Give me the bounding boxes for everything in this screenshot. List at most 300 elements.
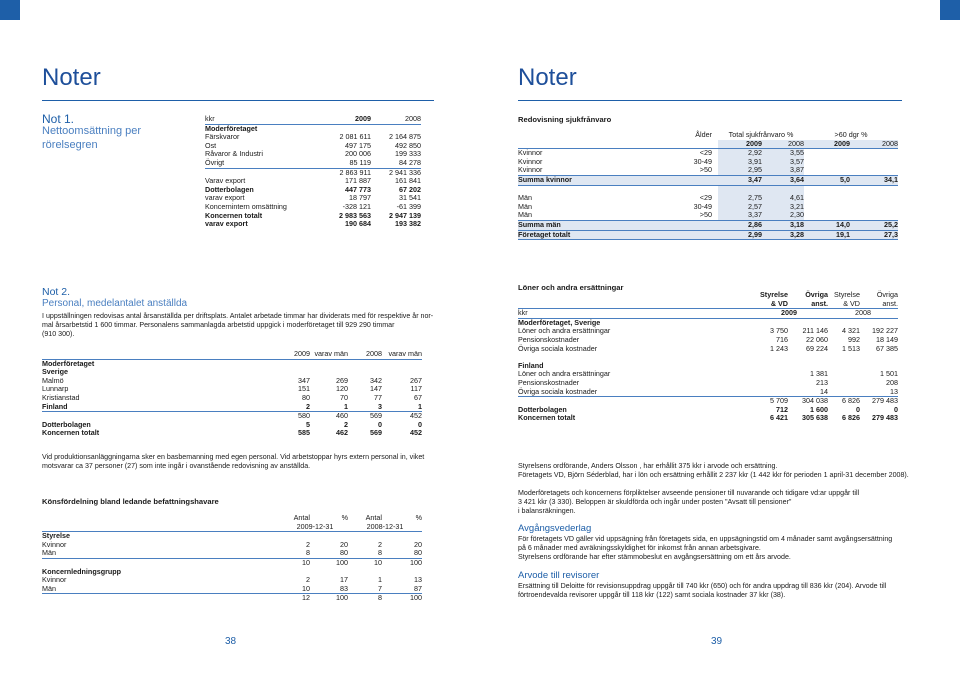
- note1-col-2008: 2008: [371, 115, 421, 124]
- row-label: Dotterbolagen: [42, 419, 91, 429]
- value-2: [828, 353, 860, 362]
- row-label: Övrigt: [205, 157, 225, 167]
- value-2: [348, 532, 382, 541]
- value-2: 342: [370, 375, 382, 385]
- value-1: 22 060: [806, 334, 828, 344]
- value-2: [804, 194, 850, 203]
- row-label: Moderföretaget: [42, 358, 95, 368]
- value-0: 5 709: [750, 397, 788, 406]
- wages-h2-vd-2: & VD: [843, 298, 860, 308]
- value-1: 3,87: [762, 166, 804, 175]
- value-2008: 31 541: [399, 193, 421, 203]
- note2-table: [42, 350, 422, 438]
- value-1: 211 146: [802, 326, 828, 336]
- auditors-1: Ersättning till Deloitte för revisionsuppdrag uppgår till 740 kkr (650) och för andra uppdrag till 836 kkr (204). Arvode till: [518, 582, 887, 590]
- value-2008: 199 333: [395, 149, 421, 159]
- value-2: 19,1: [804, 230, 850, 240]
- row-label: Summa män: [518, 220, 678, 230]
- value-3: [850, 158, 898, 167]
- value-3: [850, 149, 898, 158]
- value-1: 213: [816, 377, 828, 387]
- row-label: Råvaror & Industri: [205, 149, 263, 159]
- value-0: 585: [298, 428, 310, 438]
- value-1: 3,21: [762, 203, 804, 212]
- row-label: Övriga sociala kostnader: [518, 343, 598, 353]
- row-label: Koncernledningsgrupp: [42, 566, 122, 576]
- value-0: 712: [776, 404, 788, 414]
- table-row: [205, 133, 421, 142]
- table-row: [518, 345, 898, 354]
- sick-year-3: 2009: [804, 140, 850, 149]
- value-1: 460: [310, 412, 348, 421]
- value-0: 2,99: [718, 230, 762, 240]
- row-label: Löner och andra ersättningar: [518, 369, 611, 379]
- row-label: Övriga sociala kostnader: [518, 386, 598, 396]
- value-2009: 2 863 911: [315, 168, 371, 177]
- value-2: [804, 203, 850, 212]
- value-2: 147: [370, 384, 382, 394]
- value-0: 2,86: [718, 220, 762, 230]
- value-0: 151: [298, 384, 310, 394]
- note1-sub-line2: rörelsegren: [42, 139, 98, 151]
- value-3: 267: [410, 375, 422, 385]
- value-1: 2: [344, 419, 348, 429]
- value-2: 1 513: [842, 343, 860, 353]
- value-0: 12: [282, 594, 310, 603]
- value-3: 192 227: [872, 326, 898, 336]
- value-2: 14,0: [804, 220, 850, 230]
- row-label: [518, 185, 678, 194]
- value-2: 77: [374, 392, 382, 402]
- note1-table: [205, 115, 421, 229]
- wages-h-ovriga-2: Övriga: [876, 290, 898, 299]
- row-label: Löner och andra ersättningar: [518, 326, 611, 336]
- wages-table: [518, 291, 898, 423]
- value-1: 3,57: [762, 158, 804, 167]
- table-row: [42, 429, 422, 438]
- value-1: 120: [336, 384, 348, 394]
- value-3: 67: [414, 392, 422, 402]
- wages-year-2008: 2008: [828, 309, 898, 319]
- value-0: 80: [302, 392, 310, 402]
- table-row: [42, 403, 422, 412]
- left-page-number: 38: [225, 636, 237, 647]
- sick-year-4: 2008: [850, 140, 898, 149]
- row-label: Lunnarp: [42, 384, 69, 394]
- row-label: Män: [42, 583, 56, 593]
- value-0: 1 243: [770, 343, 788, 353]
- note2-col-2008: 2008: [348, 350, 382, 359]
- value-1: 100: [310, 558, 348, 567]
- note2-col-man08: varav män: [382, 350, 422, 359]
- row-label: Kvinnor: [42, 575, 67, 585]
- table-row: [42, 541, 422, 550]
- left-page-title: Noter: [42, 64, 101, 91]
- note2-col-man09: varav män: [310, 350, 348, 359]
- table-row: [42, 368, 422, 377]
- text-chairman: Styrelsens ordförande, Anders Olsson , har erhållit 375 kkr i arvode och ersättning.: [518, 462, 778, 470]
- text-ceo: Företagets VD, Björn Séderblad, har i lön och ersättning erhållit 2 237 kkr (1 442 kkr för perioden 1 april-31 december 2008).: [518, 471, 909, 479]
- row-label: Dotterbolagen: [205, 184, 254, 194]
- value-0: 2,92: [718, 149, 762, 158]
- sick-table: [518, 131, 898, 240]
- row-label: Ost: [205, 140, 217, 150]
- note1-head: Not 1.: [42, 112, 75, 126]
- value-2008: 2 164 875: [389, 132, 421, 142]
- auditors-2: förtroendevalda revisorer uppgår till 118 kkr (122) samt sociala kostnader 37 kkr (38).: [518, 591, 786, 599]
- row-label: Pensionskostnader: [518, 377, 580, 387]
- table-row: [205, 220, 421, 229]
- wages-h2-anst-2: anst.: [882, 298, 898, 308]
- row-label: Styrelse: [42, 531, 70, 541]
- value-2009: 497 175: [345, 140, 371, 150]
- value-2009: 447 773: [345, 184, 371, 194]
- row-label: Färskvaror: [205, 132, 240, 142]
- value-0: [750, 370, 788, 379]
- note2-para-2: mal årsarbetstid 1 600 timmar. Personalens sammanlagda arbetstid uppgick i moderföretaget till 929 290 timmar: [42, 321, 395, 329]
- value-2: 0: [378, 419, 382, 429]
- age-group: >50: [699, 210, 712, 220]
- value-0: 2,57: [718, 203, 762, 212]
- value-0: 347: [298, 375, 310, 385]
- table-row: [42, 532, 422, 541]
- note1-col-2009: 2009: [315, 115, 371, 124]
- note1-sub-line1: Nettoomsättning per: [42, 125, 142, 137]
- wages-year-2009: 2009: [750, 309, 828, 319]
- table-row: [42, 594, 422, 603]
- value-3: 279 483: [872, 413, 898, 423]
- table-row: [205, 150, 421, 159]
- value-1: 83: [340, 583, 348, 593]
- table-row: [518, 230, 898, 240]
- value-1: 305 638: [802, 413, 828, 423]
- right-page-number: 39: [711, 636, 723, 647]
- value-1: 14: [820, 386, 828, 396]
- value-2009: 85 119: [349, 157, 371, 167]
- value-0: 2: [306, 539, 310, 549]
- value-2008: 84 278: [399, 157, 421, 167]
- value-2009: 2 983 563: [339, 210, 371, 220]
- value-3: 87: [414, 583, 422, 593]
- value-2: [828, 379, 860, 388]
- table-row: [42, 421, 422, 430]
- value-2: [828, 362, 860, 371]
- age-group: [678, 175, 718, 185]
- sick-col-age: Ålder: [695, 130, 712, 139]
- value-3: 117: [410, 384, 422, 394]
- value-2: [804, 185, 850, 194]
- gender-title: Könsfördelning bland ledande befattningshavare: [42, 497, 219, 506]
- value-3: 0: [894, 404, 898, 414]
- severance-1: För företagets VD gäller vid uppsägning från företagets sida, en uppsägningstid om 4 månader samt avgångsersättning: [518, 535, 893, 543]
- value-1: 4,61: [762, 194, 804, 203]
- sick-col-60: >60 dgr %: [834, 130, 868, 139]
- age-group: <29: [699, 148, 712, 158]
- sick-title: Redovisning sjukfrånvaro: [518, 115, 612, 124]
- value-3: 1 501: [880, 369, 898, 379]
- row-label: Moderföretaget: [205, 123, 258, 133]
- row-label: Koncernen totalt: [205, 210, 263, 220]
- severance-2: på 6 månader med avräkningsskyldighet för inkomst från annan arbetsgivare.: [518, 544, 761, 552]
- table-row: [518, 175, 898, 185]
- value-1: 462: [336, 428, 348, 438]
- value-2: 569: [370, 428, 382, 438]
- left-title-rule: [42, 100, 434, 101]
- age-group: [678, 185, 718, 194]
- value-3: 1: [418, 401, 422, 411]
- age-group: >50: [699, 165, 712, 175]
- value-0: [282, 359, 310, 368]
- row-label: Sverige: [42, 367, 68, 377]
- value-0: 8: [306, 548, 310, 558]
- value-2009: 200 006: [345, 149, 371, 159]
- row-label: Finland: [518, 360, 544, 370]
- note2-para-3: (910 300).: [42, 330, 75, 338]
- note2-after-2: motsvarar ca 37 personer (27) som inte ingår i ovanstående redovisning av anställda.: [42, 462, 311, 470]
- age-group: [678, 220, 718, 230]
- auditors-title: Arvode till revisorer: [518, 570, 600, 581]
- value-1: 100: [310, 594, 348, 603]
- value-2: 992: [848, 334, 860, 344]
- value-2009: 2 081 611: [339, 132, 371, 142]
- wages-h-ovriga-1: Övriga: [805, 290, 828, 299]
- value-3: 27,3: [850, 230, 898, 240]
- wages-h2-anst-1: anst.: [811, 298, 828, 308]
- value-2008: 2 947 139: [389, 210, 421, 220]
- value-2008: -61 399: [396, 201, 421, 211]
- value-3: 25,2: [850, 220, 898, 230]
- note2-after-1: Vid produktionsanläggningarna sker en basbemanning med egen personal. Vid arbetstoppar hyrs extern personal in, viket: [42, 453, 425, 461]
- value-2: 2: [378, 539, 382, 549]
- wages-title: Löner och andra ersättningar: [518, 283, 624, 292]
- value-2: 8: [378, 548, 382, 558]
- value-1: 80: [340, 548, 348, 558]
- value-0: [750, 362, 788, 371]
- value-2: 0: [856, 404, 860, 414]
- value-2: [348, 568, 382, 577]
- note2-col-2009: 2009: [282, 350, 310, 359]
- row-label: Pensionskostnader: [518, 334, 580, 344]
- value-2009: -328 121: [342, 201, 371, 211]
- value-3: 208: [886, 377, 898, 387]
- value-2: [804, 149, 850, 158]
- table-row: [205, 159, 421, 168]
- row-label: Malmö: [42, 375, 64, 385]
- value-1: 3,28: [762, 230, 804, 240]
- left-corner-mark: [0, 0, 20, 20]
- gender-col-antal-2: Antal: [365, 513, 382, 522]
- table-row: [42, 412, 422, 421]
- value-3: 279 483: [860, 397, 898, 406]
- value-3: 80: [414, 548, 422, 558]
- value-1: 2,30: [762, 211, 804, 220]
- row-label: Kvinnor: [42, 539, 67, 549]
- table-row: [42, 549, 422, 558]
- value-0: 2,95: [718, 166, 762, 175]
- text-pension-2: 3 421 kkr (3 330). Beloppen är skuldförda och ingår under posten "Avsatt till pensioner": [518, 498, 792, 506]
- value-0: 3 750: [770, 326, 788, 336]
- note2-sub: Personal, medelantalet anställda: [42, 298, 188, 309]
- value-1: 304 038: [788, 397, 828, 406]
- value-1: 1: [344, 401, 348, 411]
- row-label: Företaget totalt: [518, 230, 678, 240]
- row-label: varav export: [205, 193, 245, 203]
- value-1: 69 224: [806, 343, 828, 353]
- value-3: 0: [418, 419, 422, 429]
- value-2: [804, 158, 850, 167]
- value-2009: 190 684: [345, 219, 371, 229]
- value-0: 2: [306, 575, 310, 585]
- table-row: [518, 388, 898, 397]
- value-2009: 171 887: [345, 176, 371, 186]
- row-label: Män: [518, 193, 532, 203]
- value-0: 3,37: [718, 211, 762, 220]
- wages-h2-vd-1: & VD: [770, 298, 788, 308]
- table-row: [42, 568, 422, 577]
- value-2008: 193 382: [395, 219, 421, 229]
- age-group: 30-49: [693, 201, 712, 211]
- wages-h-styrelse-2: Styrelse: [834, 290, 860, 299]
- row-label: Koncernen totalt: [518, 413, 576, 423]
- value-0: 716: [776, 334, 788, 344]
- table-row: [42, 385, 422, 394]
- value-3: 13: [414, 575, 422, 585]
- value-0: 3,91: [718, 158, 762, 167]
- text-pension-1: Moderföretagets och koncernens förpliktelser avseende pensioner till nuvarande och tidigare vd:ar uppgår till: [518, 489, 860, 497]
- table-row: [42, 394, 422, 403]
- value-3: [850, 194, 898, 203]
- wages-h-styrelse-1: Styrelse: [760, 290, 788, 299]
- row-label: Dotterbolagen: [518, 404, 567, 414]
- value-2009: 18 797: [349, 193, 371, 203]
- value-2: 5,0: [804, 175, 850, 185]
- row-label: Finland: [42, 401, 68, 411]
- value-0: 6 421: [770, 413, 788, 423]
- table-row: [518, 406, 898, 415]
- row-label: Koncernintern omsättning: [205, 201, 287, 211]
- value-3: [860, 353, 898, 362]
- value-0: [750, 379, 788, 388]
- table-row: [518, 220, 898, 230]
- row-label: Kvinnor: [518, 165, 543, 175]
- value-2: 3: [378, 401, 382, 411]
- value-3: 452: [382, 412, 422, 421]
- value-2: 6 826: [828, 397, 860, 406]
- value-2: 10: [348, 558, 382, 567]
- gender-date-2009: 2009-12-31: [282, 523, 348, 532]
- row-label: Män: [518, 201, 532, 211]
- table-row: [42, 359, 422, 368]
- value-0: 2: [306, 401, 310, 411]
- value-2: 8: [348, 594, 382, 603]
- value-1: 3,55: [762, 149, 804, 158]
- value-2008: 2 941 336: [371, 168, 421, 177]
- value-3: [850, 185, 898, 194]
- value-0: 2,75: [718, 194, 762, 203]
- value-1: 269: [336, 375, 348, 385]
- value-3: 34,1: [850, 175, 898, 185]
- row-label: Moderföretaget, Sverige: [518, 317, 601, 327]
- value-2008: 161 841: [395, 176, 421, 186]
- value-0: 10: [282, 558, 310, 567]
- wages-kkr: kkr: [518, 309, 750, 319]
- row-label: varav export: [205, 219, 248, 229]
- age-group: [678, 230, 718, 240]
- row-label: Män: [518, 210, 532, 220]
- sick-year-1: 2009: [718, 140, 762, 149]
- value-3: 452: [410, 428, 422, 438]
- value-1: [788, 353, 828, 362]
- value-3: 18 149: [876, 334, 898, 344]
- table-row: [42, 377, 422, 386]
- gender-col-pct-2: %: [415, 513, 422, 522]
- value-3: 100: [382, 558, 422, 567]
- table-row: [518, 414, 898, 423]
- value-0: [750, 353, 788, 362]
- value-1: 20: [340, 539, 348, 549]
- row-label: Kvinnor: [518, 148, 543, 158]
- note2-head: Not 2.: [42, 286, 71, 298]
- value-1: 17: [340, 575, 348, 585]
- value-3: 13: [890, 386, 898, 396]
- value-2: [828, 370, 860, 379]
- row-label: [42, 594, 282, 603]
- value-2: 6 826: [842, 413, 860, 423]
- note2-para-1: I uppställningen redovisas antal årsanställda per driftsplats. Antalet arbetade timmar har dividerats med för respektive år nor-: [42, 312, 434, 320]
- row-label: Summa kvinnor: [518, 175, 678, 185]
- right-title-rule: [518, 100, 902, 101]
- value-0: 3,47: [718, 175, 762, 185]
- value-1: 3,64: [762, 175, 804, 185]
- row-label: [518, 353, 750, 362]
- value-2: 1: [378, 575, 382, 585]
- value-2008: 67 202: [399, 184, 421, 194]
- table-row: [42, 576, 422, 585]
- value-1: 3,18: [762, 220, 804, 230]
- sick-col-total: Total sjukfrånvaro %: [728, 130, 794, 139]
- value-3: 67 385: [876, 343, 898, 353]
- text-pension-3: i balansräkningen.: [518, 507, 576, 515]
- table-row: [518, 353, 898, 362]
- right-page-title: Noter: [518, 64, 577, 91]
- value-1: 1 381: [810, 369, 828, 379]
- sick-year-2: 2008: [762, 140, 804, 149]
- value-2: 569: [348, 412, 382, 421]
- gender-date-2008: 2008-12-31: [348, 523, 422, 532]
- value-2008: 492 850: [395, 140, 421, 150]
- note1-col-kkr: kkr: [205, 115, 315, 124]
- row-label: Män: [42, 548, 56, 558]
- value-2: [348, 359, 382, 368]
- value-3: [850, 203, 898, 212]
- value-1: 1 600: [810, 404, 828, 414]
- table-row: [42, 585, 422, 594]
- row-label: Kristianstad: [42, 392, 80, 402]
- age-group: 30-49: [693, 156, 712, 166]
- row-label: Varav export: [205, 176, 246, 186]
- gender-col-antal-1: Antal: [293, 513, 310, 522]
- severance-3: Styrelsens ordförande har efter stämmobeslut en avgångsersättning om ett års arvode.: [518, 553, 791, 561]
- severance-title: Avgångsvederlag: [518, 523, 592, 534]
- value-0: 5: [306, 419, 310, 429]
- value-0: 580: [282, 412, 310, 421]
- age-group: <29: [699, 193, 712, 203]
- gender-table: [42, 514, 422, 603]
- table-row: [518, 397, 898, 406]
- value-2: 4 321: [842, 326, 860, 336]
- value-1: [310, 359, 348, 368]
- row-label: Kvinnor: [518, 156, 543, 166]
